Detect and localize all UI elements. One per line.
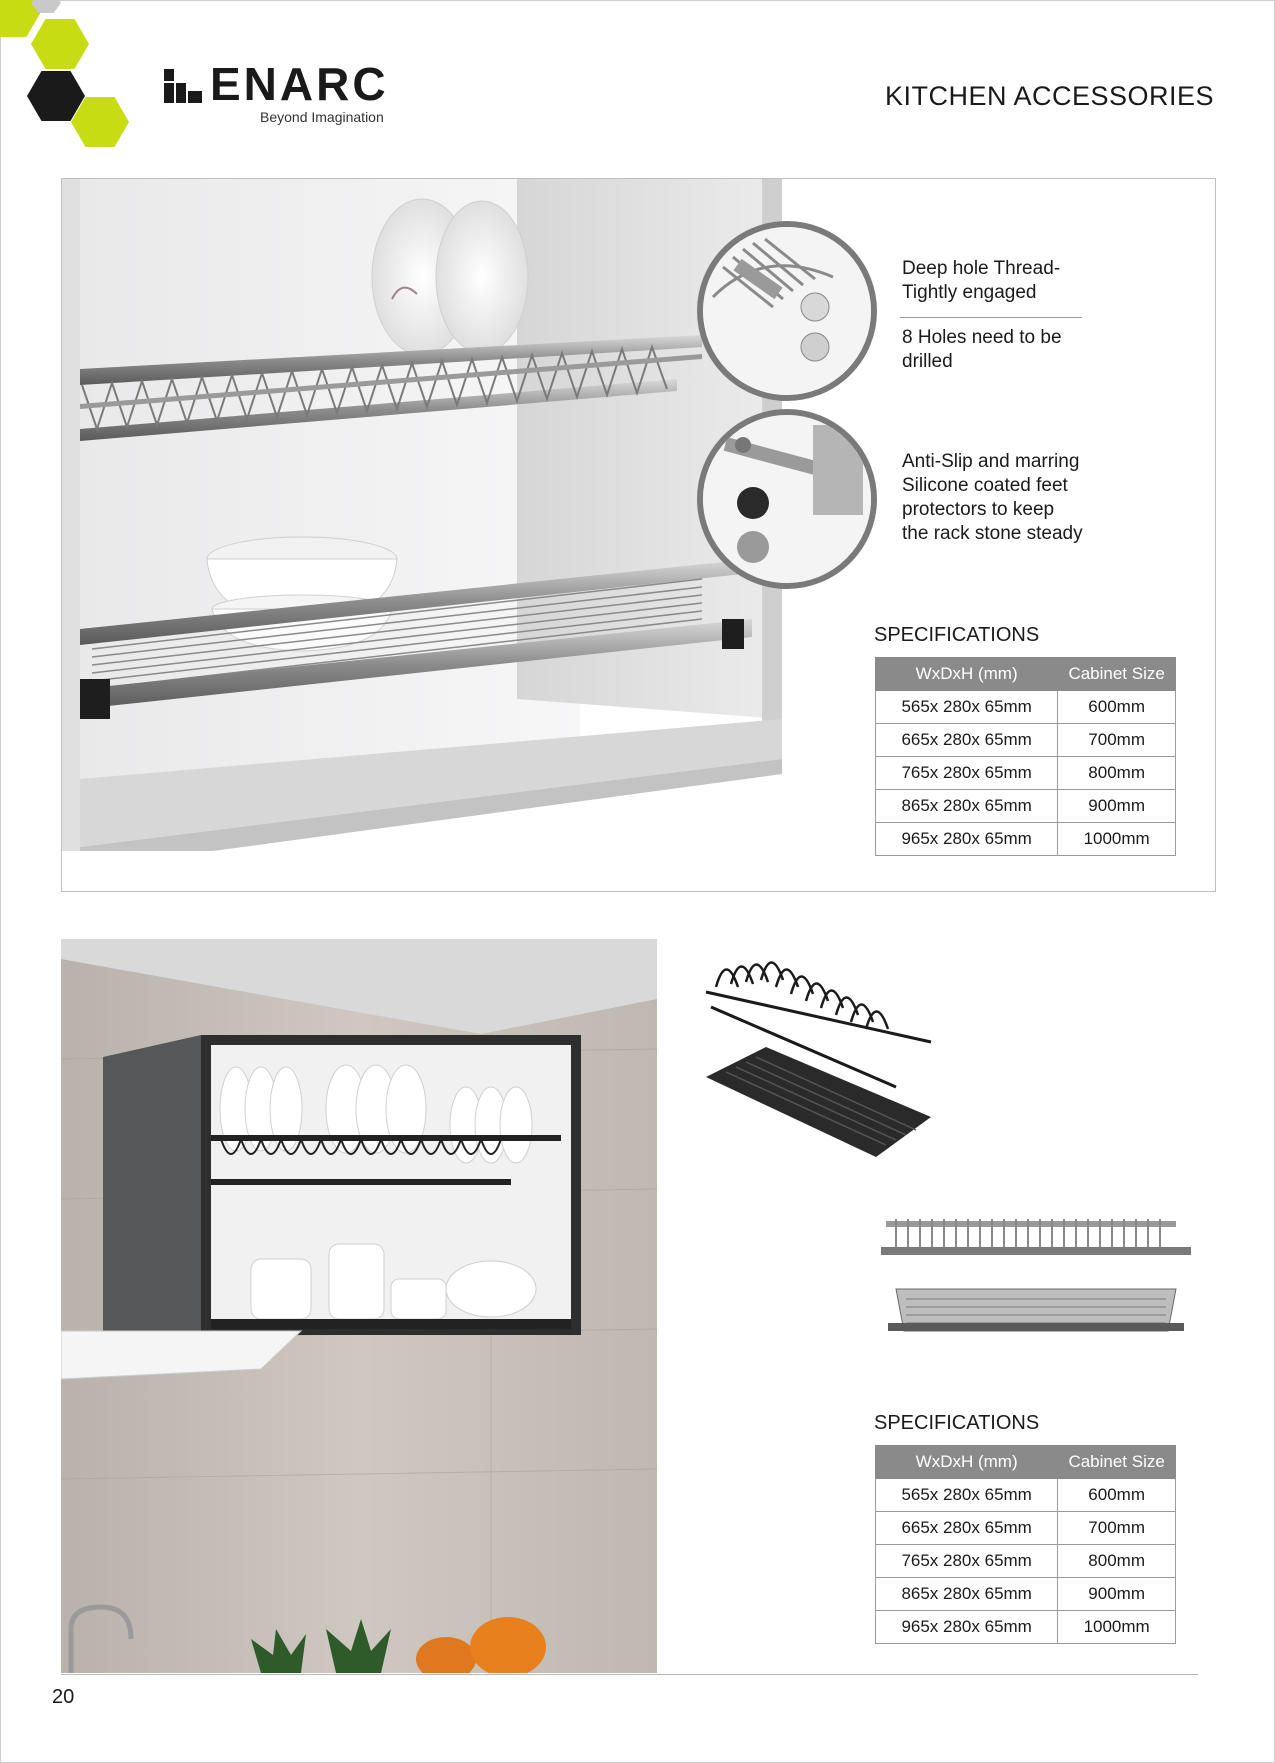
table-cell: 800mm [1058, 757, 1176, 790]
silicone-feet-detail-photo [697, 409, 877, 589]
table-cell: 700mm [1058, 724, 1176, 757]
black-dish-rack-photo [696, 947, 941, 1169]
column-header: WxDxH (mm) [876, 1446, 1058, 1479]
table-row [876, 1512, 1176, 1545]
table-row [876, 1545, 1176, 1578]
section-title: KITCHEN ACCESSORIES [885, 81, 1215, 111]
table-cell: 600mm [1058, 691, 1176, 724]
thread-detail-photo [697, 221, 877, 401]
page-number: 20 [52, 1686, 75, 1708]
table-row [876, 757, 1176, 790]
table-cell: 565x 280x 65mm [876, 1479, 1058, 1512]
table-cell: 865x 280x 65mm [876, 790, 1058, 823]
dish-rack-cabinet-photo [62, 179, 782, 851]
table-cell: 800mm [1058, 1545, 1176, 1578]
table-cell: 900mm [1058, 790, 1176, 823]
steel-dish-rack-photo [876, 1211, 1196, 1343]
column-header: WxDxH (mm) [876, 658, 1058, 691]
spec-heading-top: SPECIFICATIONS [874, 624, 1040, 646]
footer-divider [61, 1674, 1198, 1675]
brand-name: ENARC [210, 58, 389, 110]
feature-divider [900, 317, 1082, 318]
table-cell: 1000mm [1058, 823, 1176, 856]
column-header: Cabinet Size [1058, 1446, 1176, 1479]
table-cell: 600mm [1058, 1479, 1176, 1512]
feature-holes: 8 Holes need to be drilled [902, 327, 1062, 372]
table-cell: 765x 280x 65mm [876, 757, 1058, 790]
feature-thread: Deep hole Thread- Tightly engaged [902, 258, 1061, 303]
table-cell: 900mm [1058, 1578, 1176, 1611]
brand-tagline: Beyond Imagination [260, 109, 384, 125]
table-cell: 565x 280x 65mm [876, 691, 1058, 724]
table-cell: 665x 280x 65mm [876, 1512, 1058, 1545]
spec-table-bottom [875, 1445, 1176, 1644]
table-row [876, 1611, 1176, 1644]
kitchen-cabinet-photo [61, 939, 657, 1673]
table-cell: 865x 280x 65mm [876, 1578, 1058, 1611]
table-row [876, 1479, 1176, 1512]
logo-mark-icon [164, 69, 202, 103]
table-cell: 965x 280x 65mm [876, 1611, 1058, 1644]
spec-table-top [875, 657, 1176, 856]
table-cell: 965x 280x 65mm [876, 823, 1058, 856]
table-cell: 665x 280x 65mm [876, 724, 1058, 757]
column-header: Cabinet Size [1058, 658, 1176, 691]
table-row [876, 1578, 1176, 1611]
table-row [876, 724, 1176, 757]
spec-heading-bottom: SPECIFICATIONS [874, 1412, 1040, 1434]
table-cell: 1000mm [1058, 1611, 1176, 1644]
brand-logo [164, 58, 404, 133]
table-cell: 765x 280x 65mm [876, 1545, 1058, 1578]
table-cell: 700mm [1058, 1512, 1176, 1545]
table-header-row [876, 658, 1176, 691]
table-row [876, 790, 1176, 823]
feature-silicone-feet: Anti-Slip and marring Silicone coated feet protectors to keep the rack stone steady [902, 451, 1083, 544]
table-row [876, 691, 1176, 724]
table-row [876, 823, 1176, 856]
table-header-row [876, 1446, 1176, 1479]
